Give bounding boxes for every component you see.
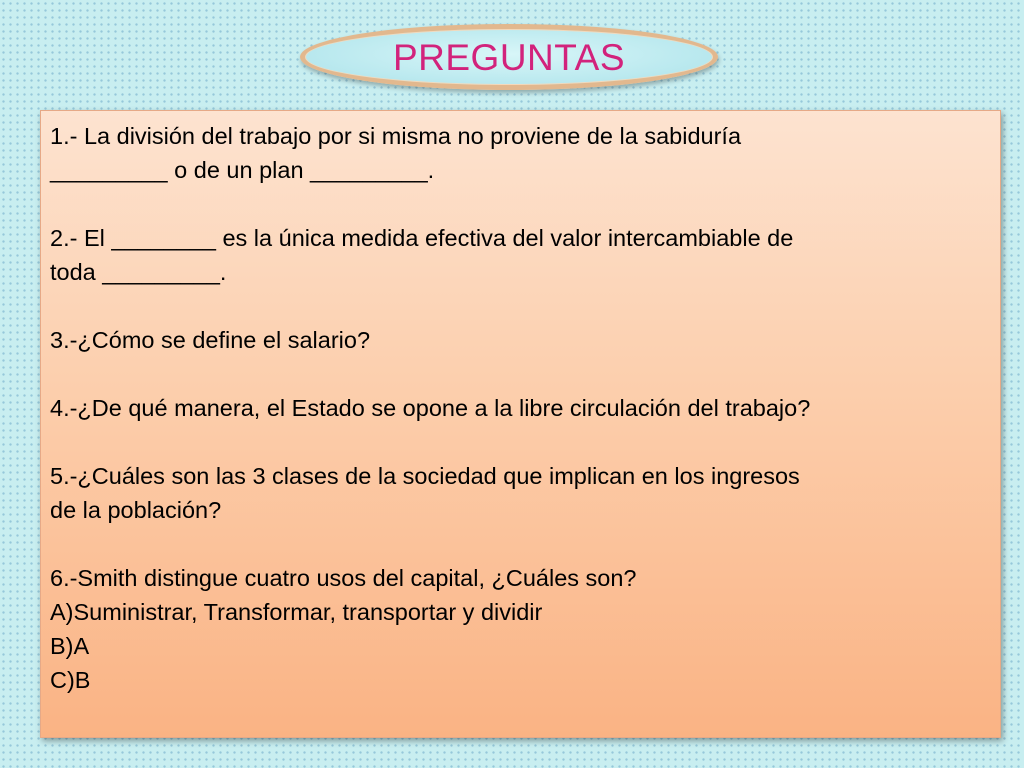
question-3-line-1: 3.-¿Cómo se define el salario? [50,327,371,353]
question-4 [50,391,966,425]
question-6-option-a: A)Suministrar, Transformar, transportar y dividir [50,599,543,625]
question-3 [50,323,966,357]
question-6-option-c: C)B [50,667,91,693]
question-2-line-2: toda _________. [50,259,227,285]
question-2 [50,221,966,289]
question-5-line-2: de la población? [50,497,222,523]
spacer [50,187,966,221]
question-1-line-2: _________ o de un plan _________. [50,157,435,183]
question-1-line-1: 1.- La división del trabajo por si misma no proviene de la sabiduría [50,123,742,149]
spacer [50,289,966,323]
spacer [50,527,966,561]
question-6 [50,561,966,697]
question-5-line-1: 5.-¿Cuáles son las 3 clases de la sociedad que implican en los ingresos [50,463,800,489]
question-2-line-1: 2.- El ________ es la única medida efectiva del valor intercambiable de [50,225,794,251]
question-5 [50,459,966,527]
title-oval [300,24,718,90]
spacer [50,425,966,459]
spacer [50,357,966,391]
page-title: PREGUNTAS [392,37,625,78]
question-6-line-1: 6.-Smith distingue cuatro usos del capital, ¿Cuáles son? [50,565,637,591]
questions-panel [40,110,1001,738]
question-6-option-b: B)A [50,633,90,659]
question-1 [50,119,966,187]
question-4-line-1: 4.-¿De qué manera, el Estado se opone a la libre circulación del trabajo? [50,395,811,421]
